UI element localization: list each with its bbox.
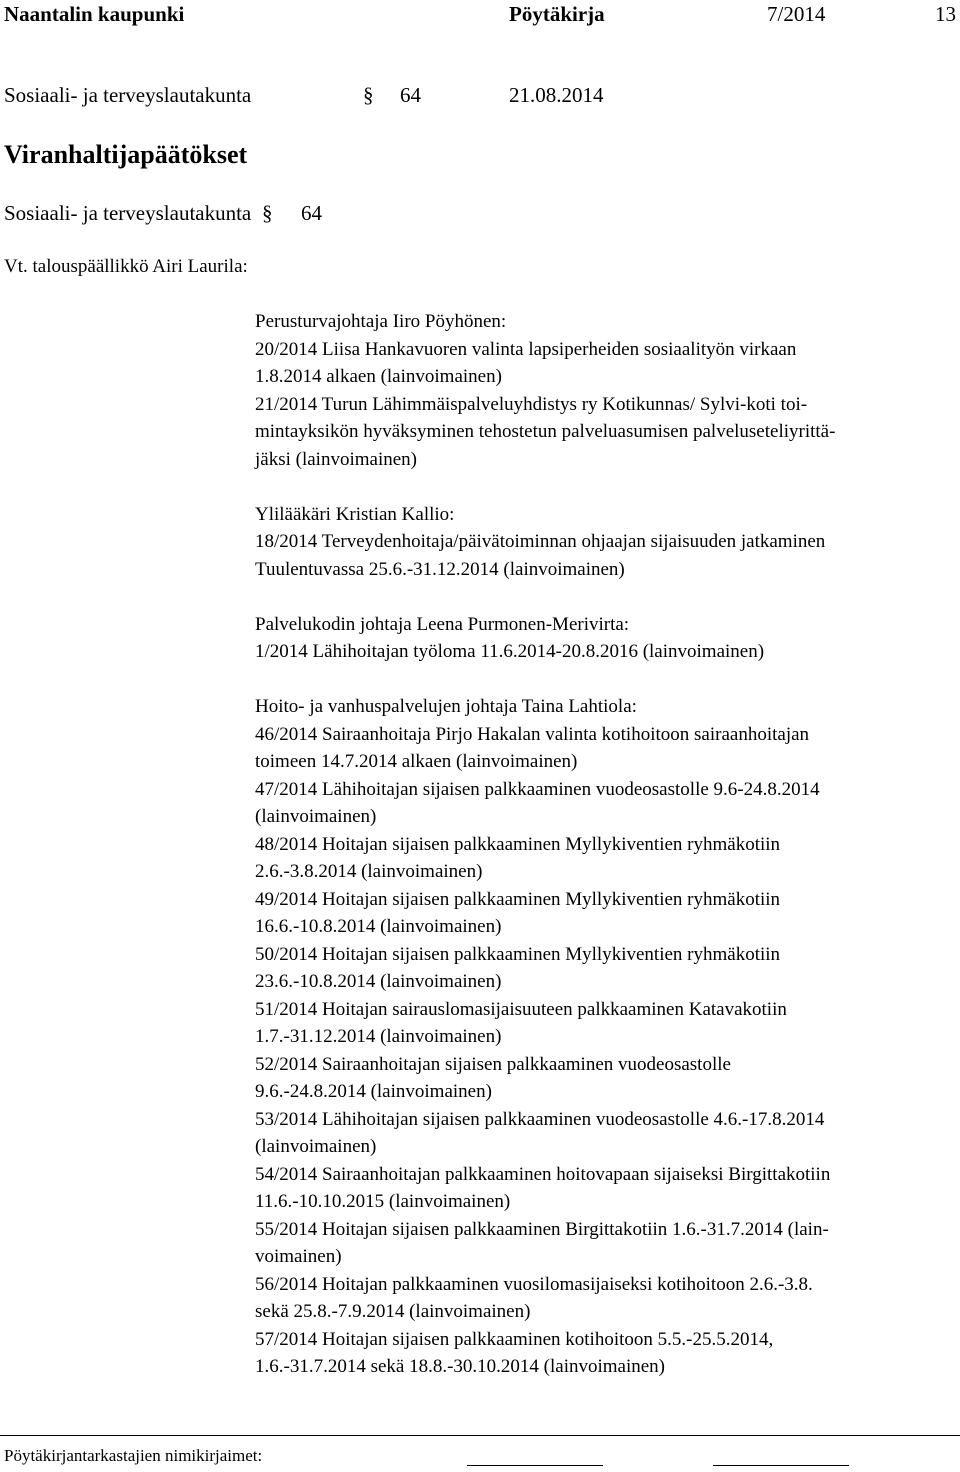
page-number: 13 xyxy=(935,2,956,26)
decision-line: 1.8.2014 alkaen (lainvoimainen) xyxy=(255,366,502,387)
decision-line: Tuulentuvassa 25.6.-31.12.2014 (lainvoimainen) xyxy=(255,558,625,580)
decision-line: 47/2014 Lähihoitajan sijaisen palkkaaminen vuodeosastolle 9.6-24.8.2014 xyxy=(255,778,820,800)
decision-line: 2.6.-3.8.2014 (lainvoimainen) xyxy=(255,861,483,882)
decision-line: 51/2014 Hoitajan sairauslomasijaisuuteen palkkaaminen Katavakotiin xyxy=(255,998,787,1020)
decision-line: 49/2014 Hoitajan sijaisen palkkaaminen Myllykiventien ryhmäkotiin xyxy=(255,888,781,910)
decision-line: 1/2014 Lähihoitajan työloma 11.6.2014-20.8.2016 (lainvoimainen) xyxy=(255,641,765,662)
blank-line xyxy=(255,473,960,501)
decisions-list xyxy=(255,308,960,1381)
decision-line: 52/2014 Sairaanhoitajan sijaisen palkkaaminen vuodeosastolle xyxy=(255,1053,731,1075)
subheader-committee: Sosiaali- ja terveyslautakunta xyxy=(4,83,252,107)
signature-line xyxy=(467,1465,603,1466)
subheader-date: 21.08.2014 xyxy=(509,83,604,107)
decision-line: Ylilääkäri Kristian Kallio: xyxy=(255,503,455,525)
decision-line: sekä 25.8.-7.9.2014 (lainvoimainen) xyxy=(255,1301,531,1322)
decision-line: 46/2014 Sairaanhoitaja Pirjo Hakalan valinta kotihoitoon sairaanhoitajan xyxy=(255,723,810,745)
blank-line xyxy=(255,583,960,611)
intro-line: Vt. talouspäällikkö Airi Laurila: xyxy=(4,256,248,277)
decision-line: voimainen) xyxy=(255,1246,342,1267)
decision-line: toimeen 14.7.2014 alkaen (lainvoimainen) xyxy=(255,751,578,772)
decision-line: 21/2014 Turun Lähimmäispalveluyhdistys ry Kotikunnas/ Sylvi-koti toi- xyxy=(255,393,808,415)
decision-line: 20/2014 Liisa Hankavuoren valinta lapsiperheiden sosiaalityön virkaan xyxy=(255,338,797,360)
decision-line: Perusturvajohtaja Iiro Pöyhönen: xyxy=(255,311,507,332)
decision-line: 50/2014 Hoitajan sijaisen palkkaaminen Myllykiventien ryhmäkotiin xyxy=(255,943,781,965)
decision-line: (lainvoimainen) xyxy=(255,806,377,827)
decision-line: (lainvoimainen) xyxy=(255,1136,377,1157)
page-title: Viranhaltijapäätökset xyxy=(4,140,248,169)
decision-line: 1.6.-31.7.2014 sekä 18.8.-30.10.2014 (lainvoimainen) xyxy=(255,1356,666,1377)
footer-rule xyxy=(0,1435,960,1436)
decision-line: 1.7.-31.12.2014 (lainvoimainen) xyxy=(255,1026,502,1047)
section-ref-number: 64 xyxy=(301,201,322,225)
subheader-section: 64 xyxy=(400,83,421,107)
decision-line: 48/2014 Hoitajan sijaisen palkkaaminen Myllykiventien ryhmäkotiin xyxy=(255,833,781,855)
section-sign-icon: § xyxy=(363,83,374,107)
decision-line: Palvelukodin johtaja Leena Purmonen-Merivirta: xyxy=(255,613,630,635)
section-sign-icon: § xyxy=(262,201,273,225)
decision-line: 54/2014 Sairaanhoitajan palkkaaminen hoitovapaan sijaiseksi Birgittakotiin xyxy=(255,1163,831,1185)
decision-line: 11.6.-10.10.2015 (lainvoimainen) xyxy=(255,1191,511,1212)
decision-line: 9.6.-24.8.2014 (lainvoimainen) xyxy=(255,1081,492,1102)
decision-line: 55/2014 Hoitajan sijaisen palkkaaminen Birgittakotiin 1.6.-31.7.2014 (lain- xyxy=(255,1218,829,1240)
decision-line: Hoito- ja vanhuspalvelujen johtaja Taina Lahtiola: xyxy=(255,696,637,717)
municipality-name: Naantalin kaupunki xyxy=(4,2,185,26)
section-ref-committee: Sosiaali- ja terveyslautakunta xyxy=(4,201,252,225)
signature-line xyxy=(713,1465,849,1466)
decision-line: 57/2014 Hoitajan sijaisen palkkaaminen kotihoitoon 5.5.-25.5.2014, xyxy=(255,1328,774,1350)
blank-line xyxy=(255,666,960,694)
decision-line: 23.6.-10.8.2014 (lainvoimainen) xyxy=(255,971,502,992)
decision-line: jäksi (lainvoimainen) xyxy=(255,448,417,470)
decision-line: 18/2014 Terveydenhoitaja/päivätoiminnan ohjaajan sijaisuuden jatkaminen xyxy=(255,531,826,552)
footer-label: Pöytäkirjantarkastajien nimikirjaimet: xyxy=(4,1446,263,1465)
decision-line: 16.6.-10.8.2014 (lainvoimainen) xyxy=(255,916,502,937)
decision-line: 56/2014 Hoitajan palkkaaminen vuosilomasijaiseksi kotihoitoon 2.6.-3.8. xyxy=(255,1273,813,1295)
decision-line: mintayksikön hyväksyminen tehostetun palveluasumisen palveluseteliyrittä- xyxy=(255,421,836,442)
decision-line: 53/2014 Lähihoitajan sijaisen palkkaaminen vuodeosastolle 4.6.-17.8.2014 xyxy=(255,1108,825,1130)
document-type: Pöytäkirja xyxy=(509,2,605,26)
issue-number: 7/2014 xyxy=(767,2,826,26)
